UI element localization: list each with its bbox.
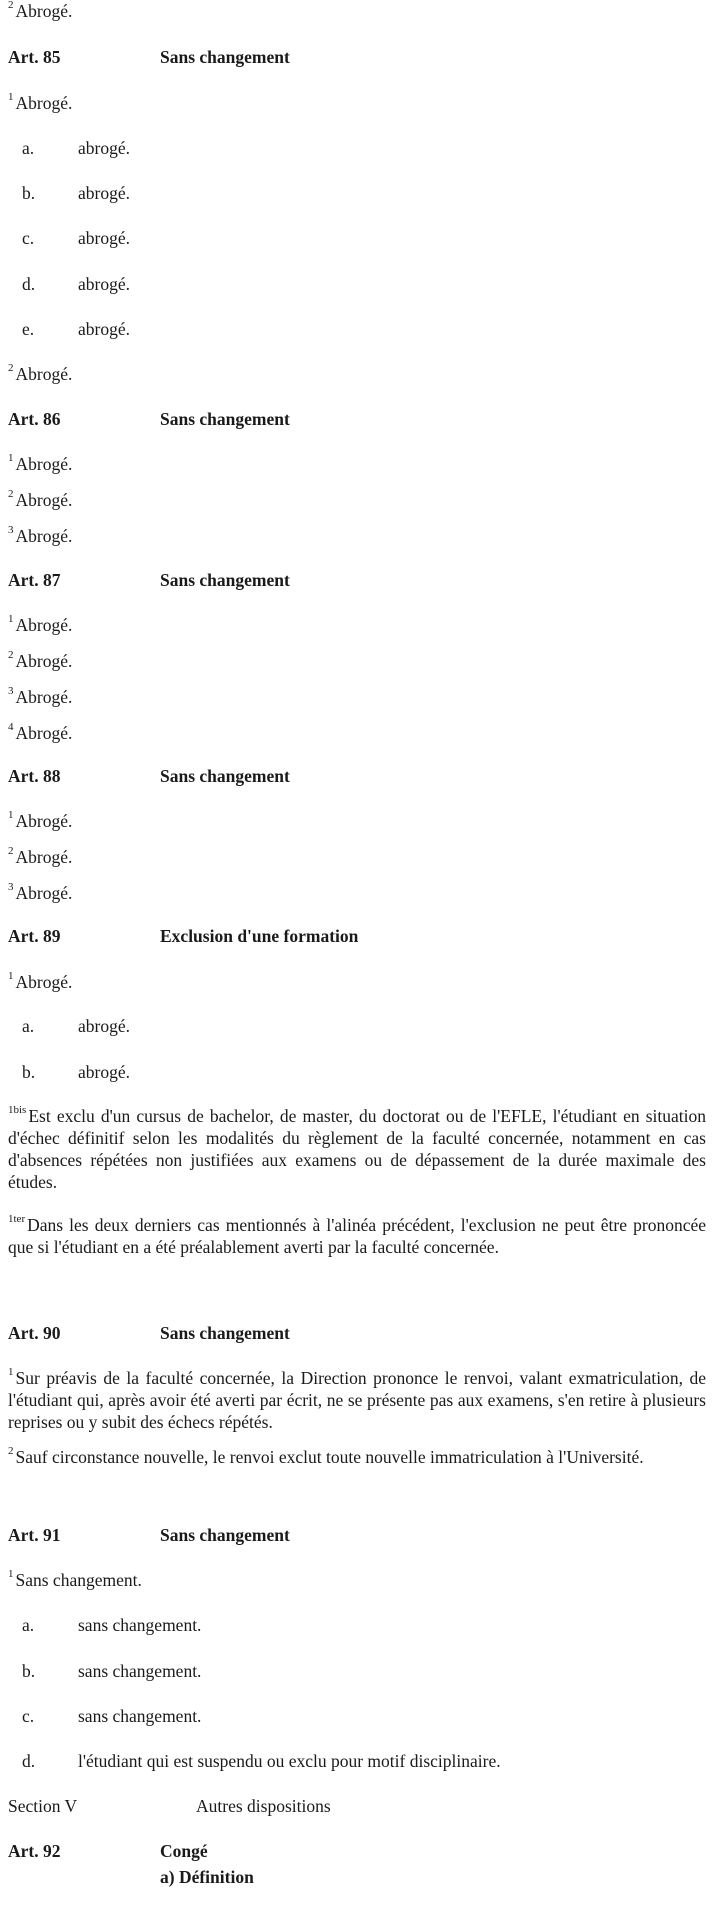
section-title: Autres dispositions — [196, 1796, 331, 1816]
article-title: a) Définition — [160, 1867, 254, 1887]
paragraph-number: 3 — [8, 881, 14, 893]
article-title: Congé — [160, 1841, 208, 1861]
list-item-text: sans changement. — [78, 1661, 202, 1681]
paragraph — [8, 1367, 706, 1433]
list-item-letter: b. — [22, 1062, 36, 1082]
paragraph-number: 3 — [8, 524, 14, 536]
paragraph-number: 2 — [8, 362, 14, 374]
paragraph — [8, 92, 706, 114]
list-item-letter: a. — [22, 138, 35, 158]
article-number: Art. 89 — [8, 926, 61, 946]
list-item-text: sans changement. — [78, 1706, 202, 1726]
paragraph-text: Est exclu d'un cursus de bachelor, de master, du doctorat ou de l'EFLE, l'étudiant en situation d'échec définitif selon les modalités du règlement de la faculté concernée, notamment en cas d'absences répétées non justifiées aux examens ou de dépassement de la durée maximale des études. — [8, 1106, 706, 1192]
paragraph-number: 1 — [8, 1366, 14, 1378]
list-item-letter: e. — [22, 319, 35, 339]
article-number: Art. 92 — [8, 1841, 61, 1861]
list-item-letter: a. — [22, 1615, 35, 1635]
paragraph-text: Abrogé. — [15, 811, 73, 831]
paragraph-number: 2 — [8, 0, 14, 11]
article-title: Sans changement — [160, 47, 290, 67]
article-number: Art. 86 — [8, 409, 61, 429]
paragraph-number: 2 — [8, 1445, 14, 1457]
paragraph — [8, 846, 706, 868]
list-item-letter: c. — [22, 1706, 35, 1726]
paragraph-text: Abrogé. — [15, 615, 73, 635]
paragraph — [8, 1569, 706, 1591]
list-item-letter: d. — [22, 274, 36, 294]
paragraph-text: Sans changement. — [15, 1570, 142, 1590]
list-item-text: abrogé. — [78, 1062, 130, 1082]
article-number: Art. 87 — [8, 570, 61, 590]
paragraph-number: 1 — [8, 1568, 14, 1580]
paragraph-text: Abrogé. — [15, 364, 73, 384]
paragraph — [8, 363, 706, 385]
article-title: Sans changement — [160, 1323, 290, 1343]
article-title: Sans changement — [160, 1525, 290, 1545]
list-item-text: sans changement. — [78, 1615, 202, 1635]
paragraph-text: Abrogé. — [15, 1, 73, 21]
paragraph — [8, 1105, 706, 1193]
list-item-text: abrogé. — [78, 228, 130, 248]
article-title: Sans changement — [160, 409, 290, 429]
paragraph — [8, 810, 706, 832]
article-heading — [8, 765, 706, 787]
list-item-letter: b. — [22, 1661, 36, 1681]
article-heading — [8, 925, 706, 947]
paragraph-number: 3 — [8, 685, 14, 697]
paragraph — [8, 525, 706, 547]
paragraph-text: Sur préavis de la faculté concernée, la Direction prononce le renvoi, valant exmatriculation, de l'étudiant qui, après avoir été averti par écrit, ne se présente pas aux examens, s'en retire à plusieurs reprises ou y subit des échecs répétés. — [8, 1368, 706, 1432]
paragraph-text: Abrogé. — [15, 687, 73, 707]
paragraph-number: 1 — [8, 91, 14, 103]
list-item-text: abrogé. — [78, 319, 130, 339]
paragraph-number: 1bis — [8, 1104, 27, 1116]
paragraph — [8, 1446, 706, 1468]
section-number: Section V — [8, 1796, 78, 1816]
list-item-text: abrogé. — [78, 183, 130, 203]
paragraph-number: 4 — [8, 721, 14, 733]
paragraph-number: 1 — [8, 452, 14, 464]
paragraph-text: Abrogé. — [15, 883, 73, 903]
paragraph-number: 2 — [8, 649, 14, 661]
article-title: Exclusion d'une formation — [160, 926, 359, 946]
list-item-letter: c. — [22, 228, 35, 248]
paragraph — [8, 650, 706, 672]
paragraph-text: Sauf circonstance nouvelle, le renvoi exclut toute nouvelle immatriculation à l'Université. — [15, 1447, 644, 1467]
paragraph-text: Abrogé. — [15, 972, 73, 992]
paragraph — [8, 686, 706, 708]
paragraph — [8, 1214, 706, 1258]
paragraph-text: Abrogé. — [15, 847, 73, 867]
paragraph — [8, 614, 706, 636]
article-heading — [8, 1840, 706, 1862]
list-item-letter: a. — [22, 1016, 35, 1036]
list-item-text: abrogé. — [78, 138, 130, 158]
list-item-text: abrogé. — [78, 1016, 130, 1036]
paragraph — [8, 882, 706, 904]
list-item-letter: d. — [22, 1751, 36, 1771]
paragraph-number: 1 — [8, 970, 14, 982]
list-item-letter: b. — [22, 183, 36, 203]
paragraph — [8, 971, 706, 993]
paragraph-number: 1ter — [8, 1213, 26, 1225]
list-item-text: abrogé. — [78, 274, 130, 294]
article-title: Sans changement — [160, 570, 290, 590]
paragraph-text: Abrogé. — [15, 526, 73, 546]
paragraph-number: 2 — [8, 845, 14, 857]
paragraph-number: 1 — [8, 809, 14, 821]
article-heading — [8, 1866, 706, 1888]
paragraph — [8, 453, 706, 475]
article-number: Art. 85 — [8, 47, 61, 67]
paragraph-text: Abrogé. — [15, 93, 73, 113]
section-heading — [8, 1795, 706, 1817]
paragraph-text: Abrogé. — [15, 723, 73, 743]
paragraph-text: Abrogé. — [15, 454, 73, 474]
paragraph — [8, 722, 706, 744]
article-heading — [8, 1524, 706, 1546]
article-title: Sans changement — [160, 766, 290, 786]
paragraph-number: 2 — [8, 488, 14, 500]
paragraph-number: 1 — [8, 613, 14, 625]
article-heading — [8, 408, 706, 430]
article-number: Art. 88 — [8, 766, 61, 786]
paragraph-text: Dans les deux derniers cas mentionnés à l'alinéa précédent, l'exclusion ne peut être prononcée que si l'étudiant en a été préalablement averti par la faculté concernée. — [8, 1215, 706, 1257]
article-number: Art. 90 — [8, 1323, 61, 1343]
article-heading — [8, 46, 706, 68]
article-heading — [8, 569, 706, 591]
paragraph — [8, 489, 706, 511]
paragraph-text: Abrogé. — [15, 651, 73, 671]
article-heading — [8, 1322, 706, 1344]
list-item-text: l'étudiant qui est suspendu ou exclu pour motif disciplinaire. — [78, 1751, 501, 1771]
article-number: Art. 91 — [8, 1525, 61, 1545]
paragraph-text: Abrogé. — [15, 490, 73, 510]
paragraph — [8, 0, 706, 22]
